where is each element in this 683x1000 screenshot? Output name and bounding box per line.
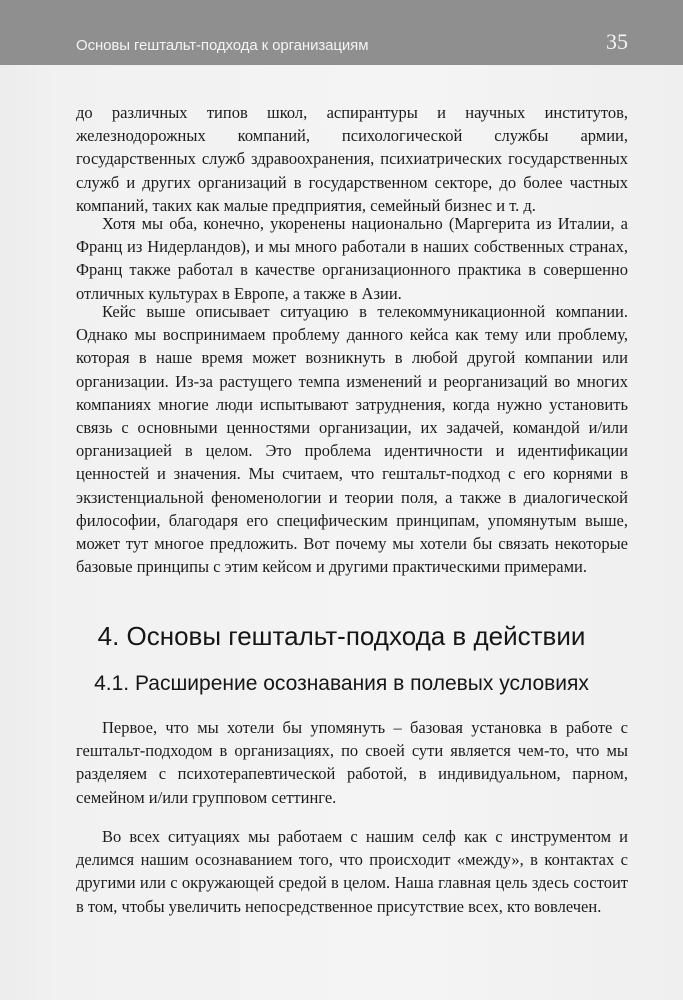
running-header xyxy=(0,0,683,65)
body-paragraph-2: Хотя мы оба, конечно, укоренены национально (Маргерита из Италии, а Франц из Нидерландов), и мы много работали в наших собственных странах, Франц также работал в качестве организационного практика в совершенно отличных культурах в Европе, а также в Азии. xyxy=(76,214,628,303)
section-heading: 4. Основы гештальт-подхода в действии xyxy=(97,621,586,651)
body-paragraph-3: Кейс выше описывает ситуацию в телекоммуникационной компании. Однако мы воспринимаем проблему данного кейса как тему или проблему, которая в наше время может возникнуть в любой другой компании или организации. Из-за растущего темпа изменений и реорганизаций во многих компаниях многие люди испытывают затруднения, когда нужно установить связь с основными ценностями организации, их задачей, командой и/или организацией в целом. Это проблема идентичности и идентификации ценностей и значения. Мы считаем, что гештальт-подход с его корнями в экзистенциальной феноменологии и теории поля, а также в диалогической философии, благодаря его специфическим принципам, упомянутым выше, может тут многое предложить. Вот почему мы хотели бы связать некоторые базовые принципы с этим кейсом и другими практическими примерами. xyxy=(76,302,628,577)
page-number: 35 xyxy=(606,29,628,54)
running-title: Основы гештальт-подхода к организациям xyxy=(76,37,369,54)
subsection-paragraph-1: Первое, что мы хотели бы упомянуть – базовая установка в работе с гештальт-подходом в организациях, по своей сути является чем-то, что мы разделяем с психотерапевтической работой, в индивидуальном, парном, семейном и/или групповом сеттинге. xyxy=(76,718,628,807)
subsection-paragraph-2: Во всех ситуациях мы работаем с нашим селф как с инструментом и делимся нашим осознаванием того, что происходит «между», в контактах с другими или с окружающей средой в целом. Наша главная цель здесь состоит в том, чтобы увеличить непосредственное присутствие всех, кто вовлечен. xyxy=(76,827,628,916)
body-paragraph-1: до различных типов школ, аспирантуры и научных институтов, железнодорожных компаний, психологической службы армии, государственных служб здравоохранения, психиатрических государственных служб и других организаций в государственном секторе, до более частных компаний, таких как малые предприятия, семейный бизнес и т. д. xyxy=(76,103,628,215)
subsection-heading: 4.1. Расширение осознавания в полевых условиях xyxy=(94,672,589,695)
